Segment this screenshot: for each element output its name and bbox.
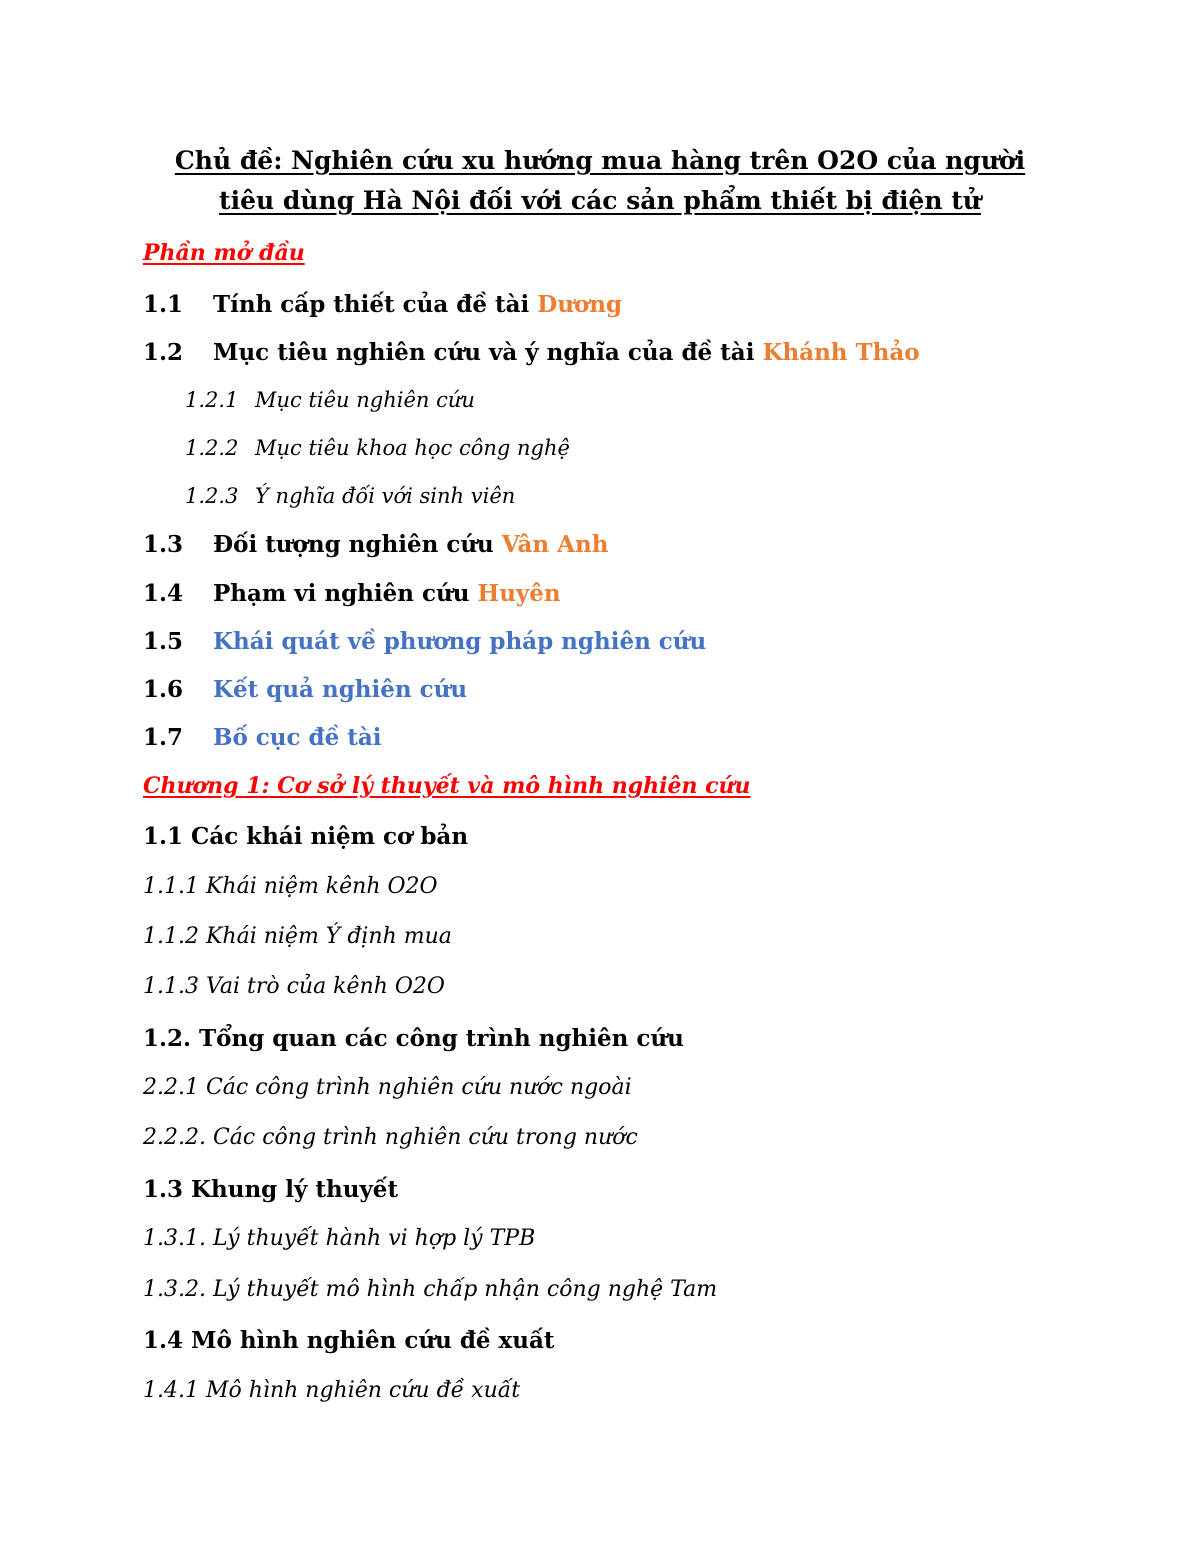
- outline-text: Mục tiêu nghiên cứu: [255, 388, 475, 412]
- section-heading-1-1: 1.1 Các khái niệm cơ bản: [143, 823, 469, 850]
- outline-text: Mục tiêu khoa học công nghệ: [255, 436, 570, 460]
- section-item-1-4-1: 1.4.1 Mô hình nghiên cứu đề xuất: [143, 1378, 521, 1403]
- outline-number: 1.2.1: [185, 388, 239, 412]
- outline-number: 1.6: [143, 676, 184, 703]
- outline-item-1-7: [143, 726, 382, 749]
- outline-number: 1.5: [143, 628, 184, 655]
- outline-number: 1.2.2: [185, 436, 239, 460]
- outline-subitem-1-2-3: [185, 486, 515, 507]
- section-heading-1-4: 1.4 Mô hình nghiên cứu đề xuất: [143, 1327, 555, 1354]
- outline-subitem-1-2-2: [185, 438, 570, 459]
- outline-number: 1.3: [143, 531, 184, 558]
- outline-text: Kết quả nghiên cứu: [213, 676, 468, 703]
- outline-item-1-2: [143, 341, 920, 364]
- assignee-name: Khánh Thảo: [762, 339, 920, 366]
- outline-number: 1.2: [143, 339, 184, 366]
- section-heading-1-2: 1.2. Tổng quan các công trình nghiên cứu: [143, 1025, 684, 1052]
- assignee-name: Vân Anh: [501, 531, 609, 558]
- document-title-line-1: Chủ đề: Nghiên cứu xu hướng mua hàng trên O2O của người: [174, 146, 1026, 175]
- outline-text: Bố cục đề tài: [213, 724, 382, 751]
- assignee-name: Dương: [537, 291, 623, 318]
- section-heading-1-3: 1.3 Khung lý thuyết: [143, 1176, 399, 1203]
- outline-text: Phạm vi nghiên cứu: [213, 580, 478, 607]
- section-item-2-2-2: 2.2.2. Các công trình nghiên cứu trong nước: [143, 1125, 638, 1150]
- outline-text: Đối tượng nghiên cứu: [213, 531, 502, 558]
- section-item-2-2-1: 2.2.1 Các công trình nghiên cứu nước ngoài: [143, 1075, 632, 1100]
- section-item-1-3-1: 1.3.1. Lý thuyết hành vi hợp lý TPB: [143, 1226, 536, 1251]
- outline-text: Tính cấp thiết của đề tài: [213, 291, 538, 318]
- section-item-1-3-2: 1.3.2. Lý thuyết mô hình chấp nhận công nghệ Tam: [143, 1277, 718, 1302]
- outline-number: 1.1: [143, 291, 184, 318]
- section-item-1-1-2: 1.1.2 Khái niệm Ý định mua: [143, 924, 452, 949]
- outline-subitem-1-2-1: [185, 390, 475, 411]
- outline-item-1-5: [143, 630, 706, 653]
- section-item-1-1-3: 1.1.3 Vai trò của kênh O2O: [143, 974, 445, 999]
- outline-text: Mục tiêu nghiên cứu và ý nghĩa của đề tài: [213, 339, 763, 366]
- outline-item-1-1: [143, 293, 622, 316]
- assignee-name: Huyên: [477, 580, 561, 607]
- outline-number: 1.4: [143, 580, 184, 607]
- outline-number: 1.7: [143, 724, 184, 751]
- outline-item-1-4: [143, 582, 561, 605]
- document-title-line-2: tiêu dùng Hà Nội đối với các sản phẩm thiết bị điện tử: [219, 186, 981, 215]
- chapter-1-heading: Chương 1: Cơ sở lý thuyết và mô hình nghiên cứu: [143, 773, 751, 799]
- outline-item-1-3: [143, 533, 608, 556]
- outline-text: Ý nghĩa đối với sinh viên: [255, 484, 516, 508]
- intro-heading: Phần mở đầu: [143, 240, 305, 266]
- outline-number: 1.2.3: [185, 484, 239, 508]
- outline-item-1-6: [143, 678, 467, 701]
- outline-text: Khái quát về phương pháp nghiên cứu: [213, 628, 707, 655]
- section-item-1-1-1: 1.1.1 Khái niệm kênh O2O: [143, 874, 438, 899]
